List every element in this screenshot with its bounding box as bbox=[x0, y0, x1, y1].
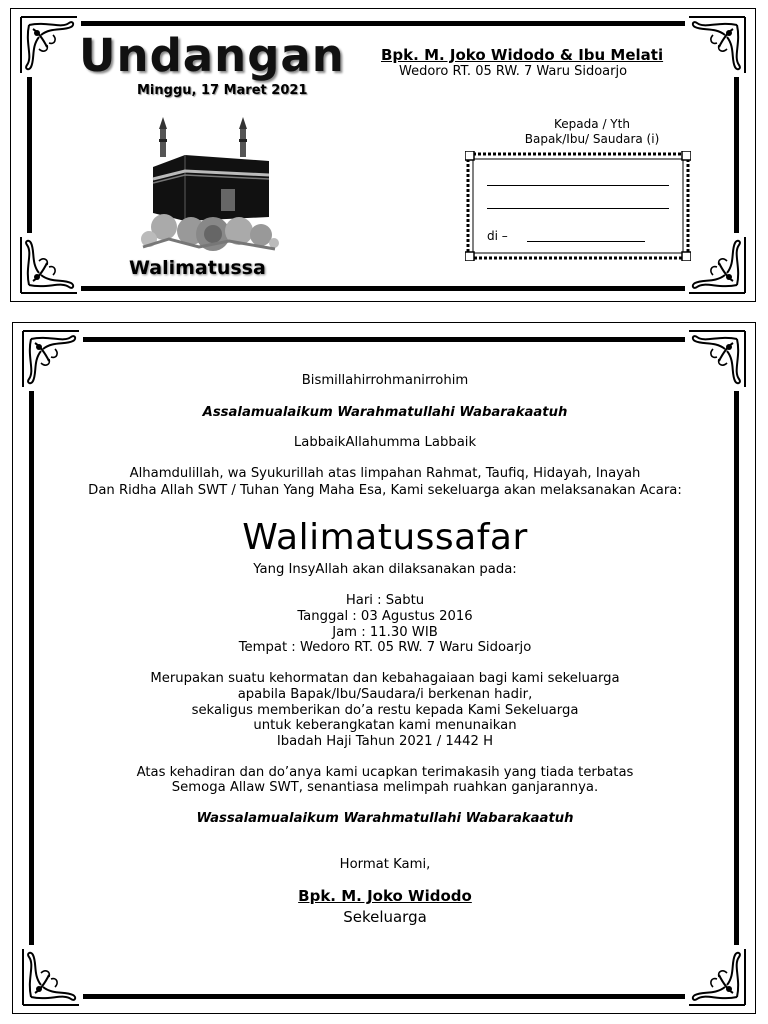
recipient-label-line1: Kepada / Yth bbox=[554, 117, 630, 131]
host-name: Bpk. M. Joko Widodo & Ibu Melati bbox=[381, 46, 664, 64]
talbiyah-text: LabbaikAllahumma Labbaik bbox=[293, 435, 477, 450]
signer-name: Bpk. M. Joko Widodo bbox=[298, 887, 472, 905]
address-line-3 bbox=[527, 241, 645, 242]
thanks-line-2: Semoga Allaw SWT, senantiasa melimpah ruahkan ganjarannya. bbox=[171, 780, 599, 795]
ornament-corner-icon bbox=[17, 233, 81, 297]
location-label: di – bbox=[487, 229, 508, 243]
ornament-corner-icon bbox=[19, 945, 83, 1009]
opening-salam: Assalamualaikum Warahmatullahi Wabarakaatuh bbox=[202, 405, 568, 420]
ornament-corner-icon bbox=[685, 945, 749, 1009]
honor-line-3: sekaligus memberikan do’a restu kepada Kami Sekeluarga bbox=[191, 703, 579, 718]
closing-salam: Wassalamualaikum Warahmatullahi Wabarakaatuh bbox=[196, 811, 574, 826]
event-date-detail: Tanggal : 03 Agustus 2016 bbox=[297, 609, 473, 624]
ornament-corner-icon bbox=[685, 13, 749, 77]
event-place: Tempat : Wedoro RT. 05 RW. 7 Waru Sidoarjo bbox=[238, 640, 532, 655]
event-intro: Yang InsyAllah akan dilaksanakan pada: bbox=[253, 562, 517, 577]
recipient-label bbox=[503, 117, 681, 147]
ornament-corner-icon bbox=[17, 13, 81, 77]
intro-line-2: Dan Ridha Allah SWT / Tuhan Yang Maha Esa, Kami sekeluarga akan melaksanakan Acara: bbox=[88, 483, 682, 498]
event-title: Walimatussafar bbox=[242, 517, 528, 558]
invitation-inner-card bbox=[12, 322, 756, 1014]
recipient-label-line2: Bapak/Ibu/ Saudara (i) bbox=[524, 132, 660, 146]
basmalah-text: Bismillahirrohmanirrohim bbox=[301, 373, 469, 388]
signer-subtitle: Sekeluarga bbox=[343, 908, 427, 926]
event-date: Minggu, 17 Maret 2021 bbox=[137, 83, 308, 98]
kaaba-icon bbox=[129, 109, 279, 254]
thanks-line-1: Atas kehadiran dan do’anya kami ucapkan terimakasih yang tiada terbatas bbox=[136, 765, 634, 780]
host-address: Wedoro RT. 05 RW. 7 Waru Sidoarjo bbox=[399, 64, 628, 79]
event-short-title: Walimatussa bbox=[129, 257, 266, 279]
intro-line-1: Alhamdulillah, wa Syukurillah atas limpahan Rahmat, Taufiq, Hidayah, Inayah bbox=[129, 466, 641, 481]
recipient-address-box bbox=[465, 151, 691, 261]
invitation-front-card bbox=[10, 8, 756, 302]
regards-text: Hormat Kami, bbox=[339, 857, 431, 872]
event-time: Jam : 11.30 WIB bbox=[332, 625, 438, 640]
flower-icon bbox=[141, 214, 279, 251]
event-day: Hari : Sabtu bbox=[345, 593, 425, 608]
address-line-1 bbox=[487, 185, 669, 186]
ornament-corner-icon bbox=[685, 233, 749, 297]
honor-line-4: untuk keberangkatan kami menunaikan bbox=[253, 718, 517, 733]
address-line-2 bbox=[487, 208, 669, 209]
honor-line-2: apabila Bapak/Ibu/Saudara/i berkenan hadir, bbox=[237, 687, 533, 702]
honor-line-5: Ibadah Haji Tahun 2021 / 1442 H bbox=[276, 734, 494, 749]
honor-line-1: Merupakan suatu kehormatan dan kebahagaiaan bagi kami sekeluarga bbox=[150, 671, 620, 686]
invitation-title: Undangan bbox=[79, 29, 345, 82]
